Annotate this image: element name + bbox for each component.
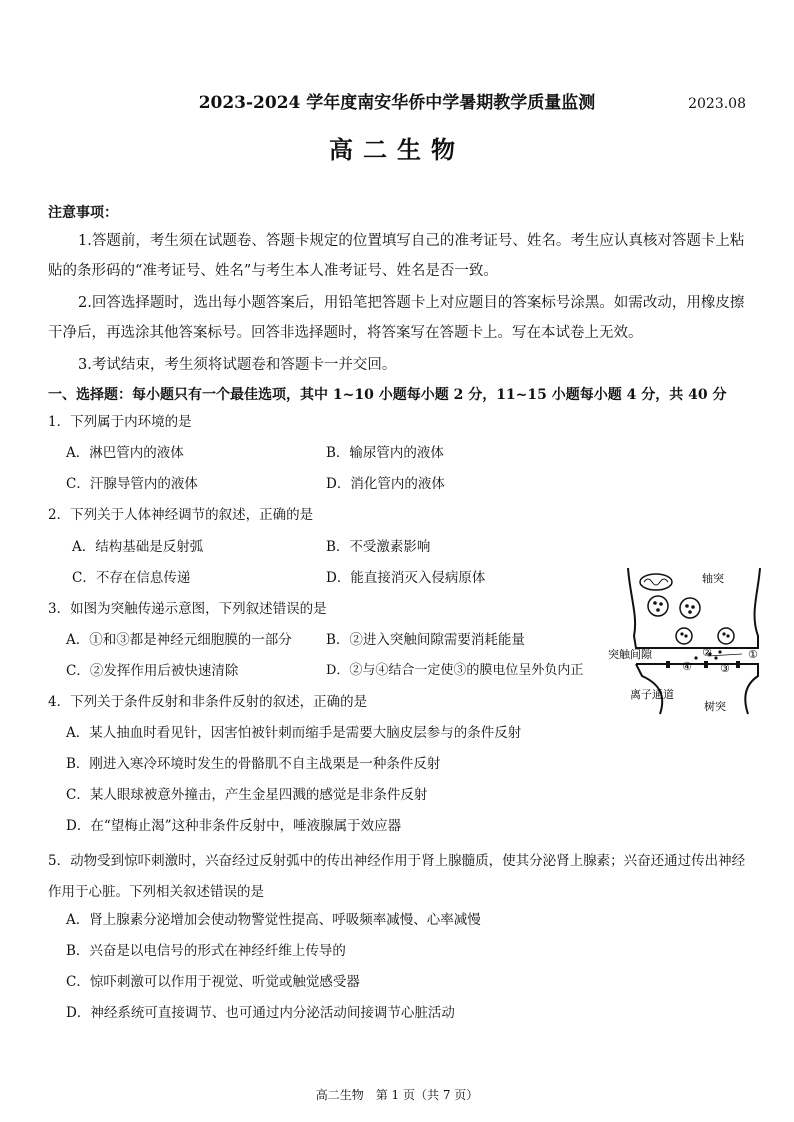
question-2-stem: 2．下列关于人体神经调节的叙述，正确的是 — [48, 507, 314, 523]
vesicle-icon — [718, 628, 734, 644]
q1-option-a: A．淋巴管内的液体 — [66, 445, 184, 461]
section-heading: 一、选择题：每小题只有一个最佳选项，其中 1~10 小题每小题 2 分，11~15 小题每小题 4 分，共 40 分 — [48, 387, 727, 403]
q5-option-c: C．惊吓刺激可以作用于视觉、听觉或触觉感受器 — [66, 974, 360, 990]
exam-title: 2023-2024 学年度南安华侨中学暑期教学质量监测 — [198, 93, 596, 113]
q4-option-b: B．刚进入寒冷环境时发生的骨骼肌不自主战栗是一种条件反射 — [66, 756, 441, 772]
q1-option-b: B．输尿管内的液体 — [326, 445, 444, 461]
synapse-diagram — [608, 566, 768, 716]
notice-heading: 注意事项： — [48, 205, 118, 221]
exam-date: 2023.08 — [688, 96, 746, 112]
label-channel: 离子通道 — [630, 688, 674, 701]
q3-option-d: D．②与④结合一定使③的膜电位呈外负内正 — [326, 663, 584, 678]
label-cleft: 突触间隙 — [608, 648, 652, 661]
q2-option-d: D．能直接消灭入侵病原体 — [326, 570, 486, 586]
marker-1: ① — [748, 648, 758, 661]
page-footer: 高二生物 第 1 页（共 7 页） — [315, 1088, 479, 1102]
q4-option-c: C．某人眼球被意外撞击，产生金星四溅的感觉是非条件反射 — [66, 787, 428, 803]
q5-option-a: A．肾上腺素分泌增加会使动物警觉性提高、呼吸频率减慢、心率减慢 — [66, 912, 481, 928]
q3-option-c: C．②发挥作用后被快速清除 — [66, 663, 239, 679]
q2-option-b: B．不受激素影响 — [326, 539, 431, 555]
q2-option-a: A．结构基础是反射弧 — [72, 539, 204, 555]
question-1-stem: 1．下列属于内环境的是 — [48, 414, 192, 430]
q5-option-d: D．神经系统可直接调节、也可通过内分泌活动间接调节心脏活动 — [66, 1005, 455, 1021]
q2-option-c: C．不存在信息传递 — [72, 570, 191, 586]
vesicle-icon — [648, 596, 668, 616]
notice-item-1: 1.答题前，考生须在试题卷、答题卡规定的位置填写自己的准考证号、姓名。考生应认真核对答题卡上粘贴的条形码的“准考证号、姓名”与考生本人准考证号、姓名是否一致。 — [48, 233, 745, 279]
marker-4: ④ — [682, 660, 692, 673]
subject-title: 高二生物 — [329, 135, 465, 164]
question-5-stem: 5．动物受到惊吓刺激时，兴奋经过反射弧中的传出神经作用于肾上腺髓质，使其分泌肾上腺素；兴奋还通过传出神经作用于心脏。下列相关叙述错误的是 — [48, 853, 746, 900]
vesicle-icon — [680, 598, 700, 618]
notice-item-2: 2.回答选择题时，选出每小题答案后，用铅笔把答题卡上对应题目的答案标号涂黑。如需改动，用橡皮擦干净后，再选涂其他答案标号。回答非选择题时，将答案写在答题卡上。写在本试卷上无效。 — [48, 295, 745, 341]
q3-option-a: A．①和③都是神经元细胞膜的一部分 — [66, 632, 292, 648]
marker-3: ③ — [720, 662, 730, 675]
question-4-stem: 4．下列关于条件反射和非条件反射的叙述，正确的是 — [48, 694, 368, 710]
q1-option-d: D．消化管内的液体 — [326, 476, 445, 492]
question-3-stem: 3．如图为突触传递示意图，下列叙述错误的是 — [48, 601, 327, 617]
q3-option-b: B．②进入突触间隙需要消耗能量 — [326, 632, 525, 648]
q5-option-b: B．兴奋是以电信号的形式在神经纤维上传导的 — [66, 943, 346, 959]
label-axon: 轴突 — [702, 572, 724, 585]
q4-option-a: A．某人抽血时看见针，因害怕被针刺而缩手是需要大脑皮层参与的条件反射 — [66, 725, 522, 741]
q4-option-d: D．在“望梅止渴”这种非条件反射中，唾液腺属于效应器 — [66, 818, 402, 834]
marker-2: ② — [702, 646, 712, 659]
mitochondrion-icon — [640, 574, 672, 590]
label-dendrite: 树突 — [704, 700, 726, 713]
notice-item-3: 3.考试结束，考生须将试题卷和答题卡一并交回。 — [78, 357, 397, 373]
q1-option-c: C．汗腺导管内的液体 — [66, 476, 198, 492]
vesicle-icon — [676, 628, 692, 644]
